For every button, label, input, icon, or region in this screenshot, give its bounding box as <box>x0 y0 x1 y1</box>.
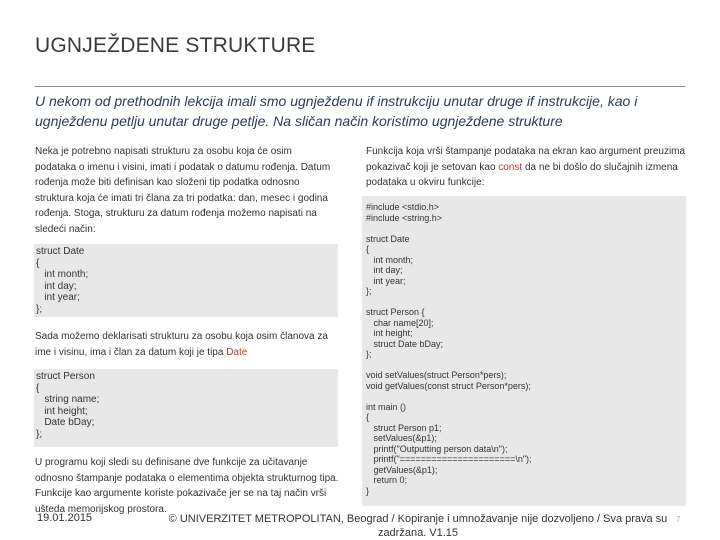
left-paragraph-2 <box>35 329 340 360</box>
right-paragraph-text-after: da ne bi došlo do slučajnih izmena podataka u okviru funkcije: <box>366 161 678 188</box>
slide-title: UGNJEŽDENE STRUKTURE <box>35 34 316 57</box>
right-paragraph-text-before: Funkcija koja vrši štampanje podataka na ekran kao argument preuzima pokazivač koji je setovan kao <box>366 146 686 173</box>
const-highlight: const <box>498 161 523 173</box>
page-number: 7 <box>676 515 681 524</box>
title-divider <box>35 86 685 87</box>
right-paragraph <box>366 144 686 191</box>
left-paragraph-2-text: Sada možemo deklarisati strukturu za osobu koja osim članova za ime i visinu, ima i član za datum koji je tipa <box>35 331 328 358</box>
left-paragraph-1: Neka je potrebno napisati strukturu za osobu koja će osim podataka o imenu i visini, imati i podatak o datumu rođenja. Datum rođenja može biti definisan kao složeni tip podatka odnosno struktura koja će imati tri člana za tri podatka: dan, mesec i godina rođenja. Stoga, strukturu za datum rođenja možemo napisati na sledeći način: <box>35 146 331 235</box>
code-block-person: struct Person { string name; int height; Date bDay; }; <box>34 369 338 447</box>
slide-footer <box>0 512 720 540</box>
left-paragraph-3: U programu koji sledi su definisane dve funkcije za učitavanje odnosno štampanje podataka o elementima objekta strukturnog tipa. Funkcije kao argumente koriste pokazivače jer se na taj način vrši ušteda memorijskog prostora. <box>35 457 339 515</box>
code-block-date: struct Date { int month; int day; int year; }; <box>34 244 338 317</box>
code-block-program: #include <stdio.h> #include <string.h> struct Date { int month; int day; int year; }; struct Person { char name[20]; int height; struct Date bDay; }; void setValues(struct Person*pers); void getValues(const struct Person*pers); int main () { struct Person p1; setValues(&p1); printf("Outputting person data\n"); printf("======================\n"); getValues(&p1); return 0; } <box>362 196 686 506</box>
intro-text: U nekom od prethodnih lekcija imali smo ugnježdenu if instrukciju unutar druge if instrukcije, kao i ugnježdenu petlju unutar druge petlje. Na sličan način koristimo ugnježdene strukture <box>35 93 638 129</box>
footer-copyright: © UNIVERZITET METROPOLITAN, Beograd / Kopiranje i umnožavanje nije dozvoljeno / Sva prava su zadržana. V1.15 <box>168 513 668 539</box>
date-type-highlight: Date <box>226 346 248 358</box>
footer-date: 19.01.2015 <box>37 512 93 524</box>
